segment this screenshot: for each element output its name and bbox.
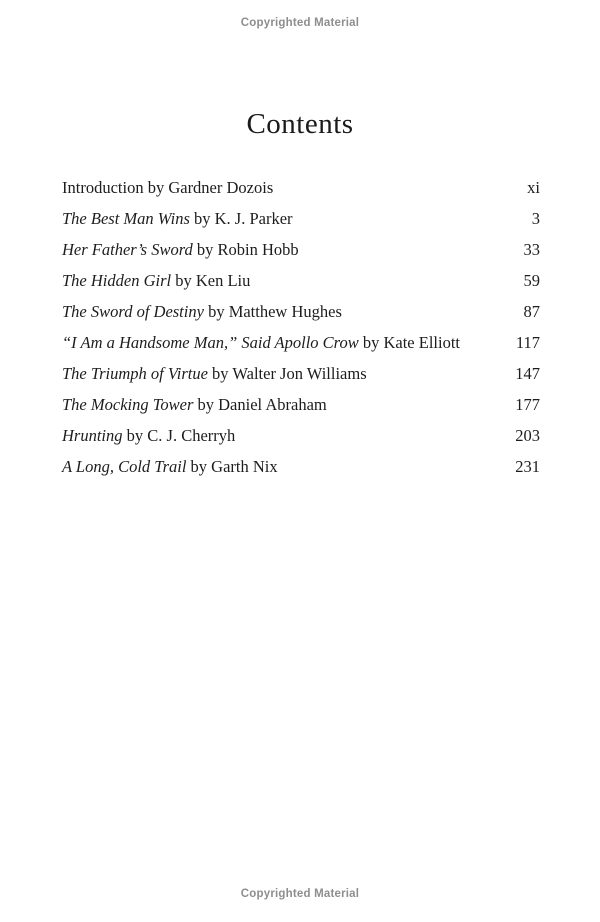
copyrighted-material-footer: Copyrighted Material [240,888,360,900]
toc-entry-text [62,457,278,477]
toc-entry [62,395,540,426]
toc-entry [62,302,540,333]
toc-entry-title: The Triumph of Virtue [62,364,208,383]
toc-entry-byline: by K. J. Parker [194,209,293,228]
toc-entry-page: 117 [515,333,540,352]
toc-entry-byline: by Garth Nix [190,457,278,476]
toc-entry [62,364,540,395]
toc-entry-byline: by C. J. Cherryh [126,426,236,445]
toc-entry-text [62,209,293,229]
toc-entry-byline: by Ken Liu [175,271,251,290]
toc-entry-page: 87 [523,302,540,321]
toc-entry-page: 33 [523,240,540,259]
toc-entry-title: “I Am a Handsome Man,” Said Apollo Crow [62,333,359,352]
toc-entry [62,426,540,457]
toc-entry-byline: by Walter Jon Williams [212,364,367,383]
toc-entry-title: Hrunting [62,426,123,445]
toc-entry-title: The Best Man Wins [62,209,190,228]
toc-entry-page: 231 [515,457,540,476]
toc-entry-byline: by Daniel Abraham [197,395,327,414]
toc-entry-text [62,364,367,384]
toc-entry-byline: by Kate Elliott [362,333,460,352]
toc-entry-title: Introduction [62,178,144,197]
toc-entry-text [62,333,460,353]
toc-entry-title: The Sword of Destiny [62,302,204,321]
toc-entry-title: Her Father’s Sword [62,240,193,259]
toc-entry [62,240,540,271]
toc-entry [62,209,540,240]
toc-entry-text [62,302,342,322]
toc-entry-page: 59 [523,271,540,290]
toc-entry-byline: by Robin Hobb [196,240,299,259]
toc-entry-page: xi [527,178,540,197]
toc-entry-page: 203 [515,426,540,445]
page-title: Contents [246,108,354,140]
toc-entry [62,178,540,209]
toc-entry [62,333,540,364]
toc-entry-page: 147 [515,364,540,383]
toc-entry-title: The Mocking Tower [62,395,194,414]
toc-entry-page: 177 [515,395,540,414]
toc-entry-text [62,271,250,291]
toc-entry-text [62,426,235,446]
toc-entry-text [62,240,299,260]
toc-entry [62,271,540,302]
toc-entry-title: The Hidden Girl [62,271,172,290]
toc-entry-page: 3 [531,209,540,228]
table-of-contents [62,178,540,488]
toc-entry-byline: by Matthew Hughes [208,302,342,321]
toc-entry-title: A Long, Cold Trail [62,457,187,476]
toc-entry-byline: by Gardner Dozois [147,178,274,197]
toc-entry [62,457,540,488]
toc-entry-text [62,178,273,198]
toc-entry-text [62,395,327,415]
copyrighted-material-header: Copyrighted Material [240,17,360,29]
